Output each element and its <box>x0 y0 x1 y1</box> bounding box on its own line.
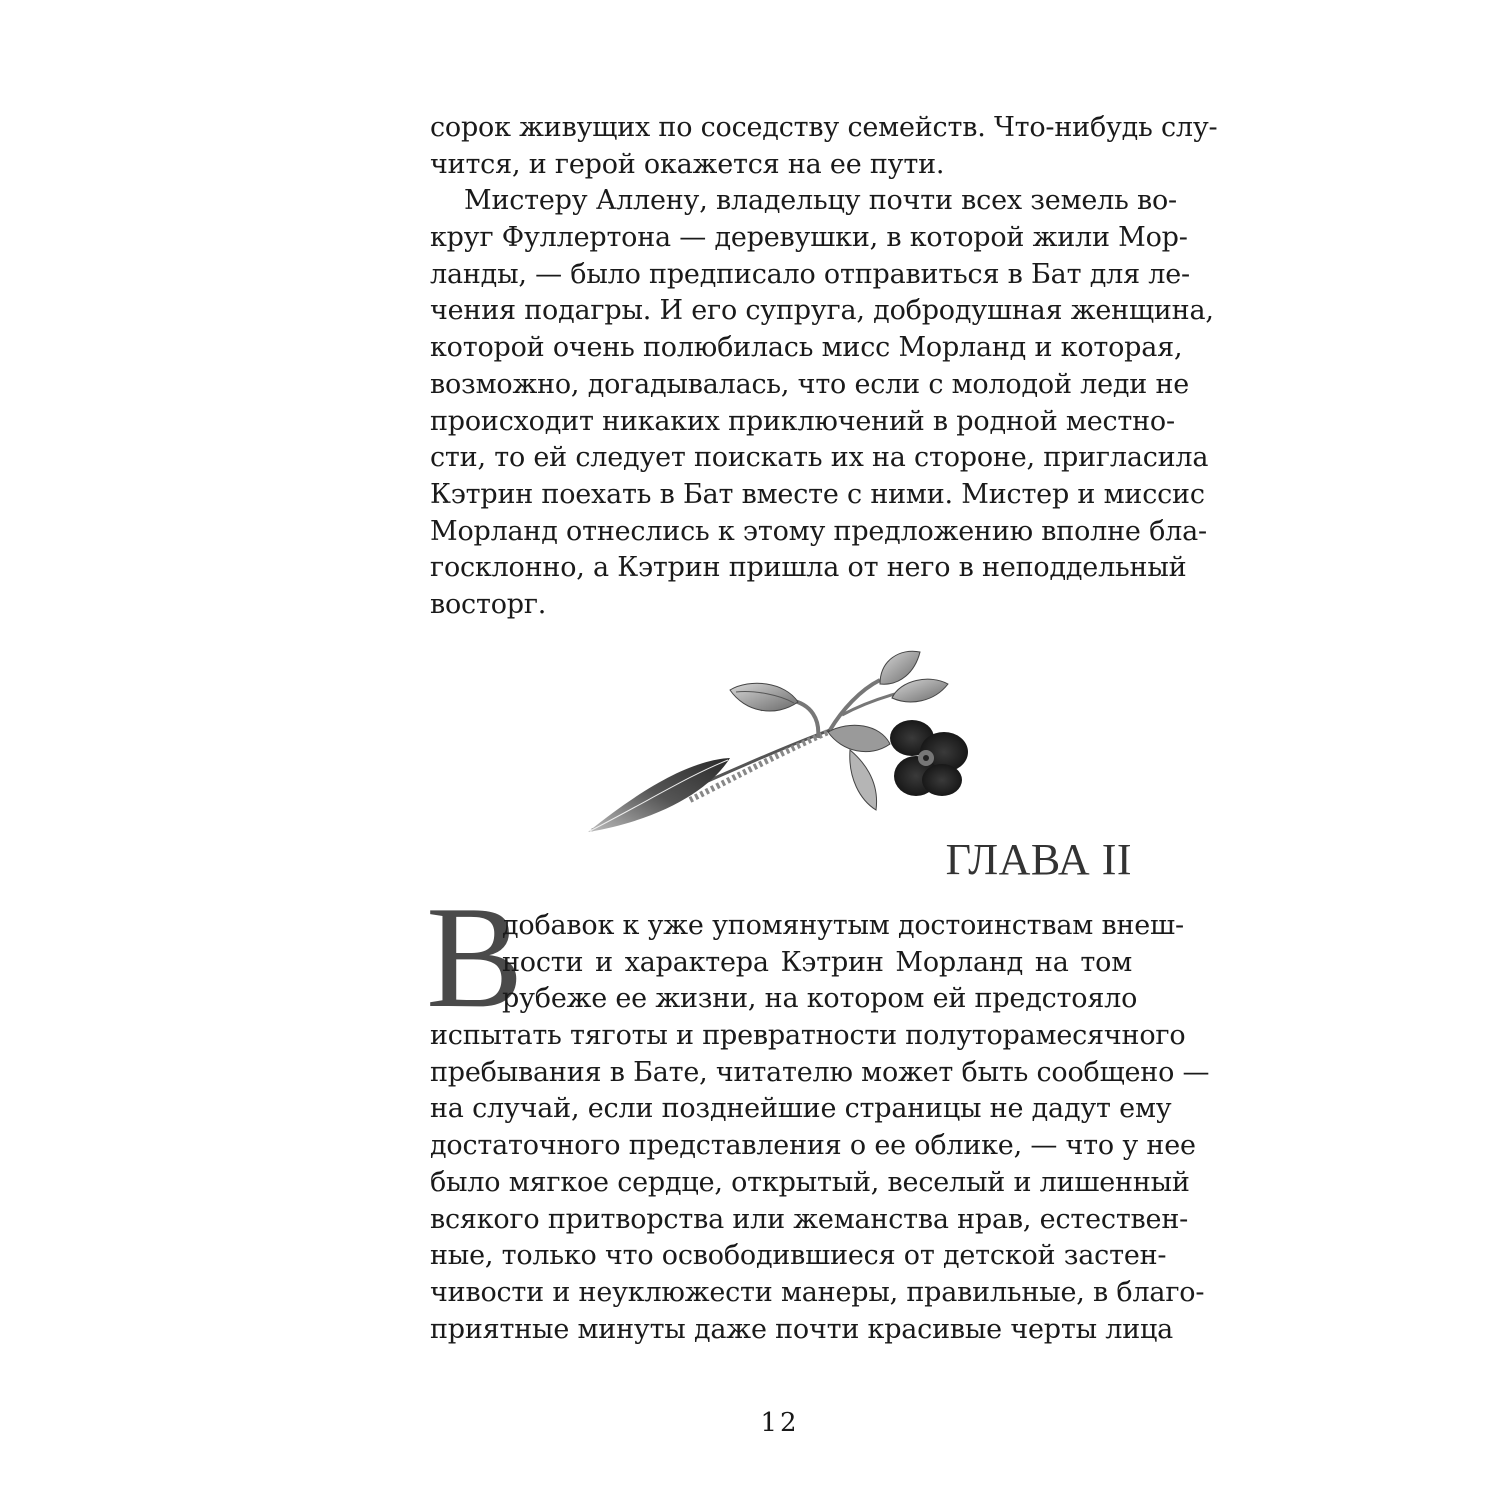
text-line: восторг. <box>430 588 547 620</box>
page-text-top <box>430 110 1218 624</box>
text-line: которой очень полюбилась мисс Морланд и которая, <box>430 332 1183 364</box>
text-line: было мягкое сердце, открытый, веселый и лишенный <box>430 1166 1190 1198</box>
text-line: чивости и неуклюжести манеры, правильные, в благо- <box>430 1276 1205 1308</box>
chapter-text <box>430 908 1210 1438</box>
text-line: на случай, если позднейшие страницы не дадут ему <box>430 1093 1172 1125</box>
text-line: происходит никаких приключений в родной местно- <box>430 405 1175 437</box>
text-line: Морланд отнеслись к этому предложению вполне бла- <box>430 515 1207 547</box>
text-line: всякого притворства или жеманства нрав, естествен- <box>430 1203 1189 1235</box>
text-line: чения подагры. И его супруга, добродушная женщина, <box>430 295 1214 327</box>
text-line: Мистеру Аллену, владельцу почти всех земель во- <box>464 185 1177 217</box>
text-line: круг Фуллертона — деревушки, в которой жили Мор- <box>430 222 1188 254</box>
flower-sprig-icon <box>580 640 980 840</box>
text-line: возможно, догадывалась, что если с молодой леди не <box>430 368 1190 400</box>
text-line: рубеже ее жизни, на котором ей предстояло <box>502 983 1138 1015</box>
text-line: чится, и герой окажется на ее пути. <box>430 148 945 180</box>
text-line: приятные минуты даже почти красивые черты лица <box>430 1313 1174 1345</box>
text-line: ланды, — было предписало отправиться в Бат для ле- <box>430 258 1190 290</box>
text-line: Кэтрин поехать в Бат вместе с ними. Мистер и миссис <box>430 478 1205 510</box>
text-line: достаточного представления о ее облике, — что у нее <box>430 1130 1196 1162</box>
page-number: 12 <box>760 1408 800 1438</box>
text-line: сорок живущих по соседству семейств. Что-нибудь слу- <box>430 112 1218 143</box>
text-line: сти, то ей следует поискать их на стороне, пригласила <box>430 442 1209 474</box>
chapter-title: ГЛАВА II <box>945 835 1132 884</box>
text-line: ные, только что освободившиеся от детской застен- <box>430 1240 1167 1272</box>
text-line: ности и характера Кэтрин Морланд на том <box>502 946 1132 978</box>
text-line: пребывания в Бате, читателю может быть сообщено — <box>430 1056 1210 1088</box>
text-line: испытать тяготы и превратности полуторамесячного <box>430 1020 1186 1052</box>
text-line: добавок к уже упомянутым достоинствам внеш- <box>502 910 1184 941</box>
drop-cap: В <box>426 876 524 1038</box>
text-line: госклонно, а Кэтрин пришла от него в неподдельный <box>430 552 1187 584</box>
